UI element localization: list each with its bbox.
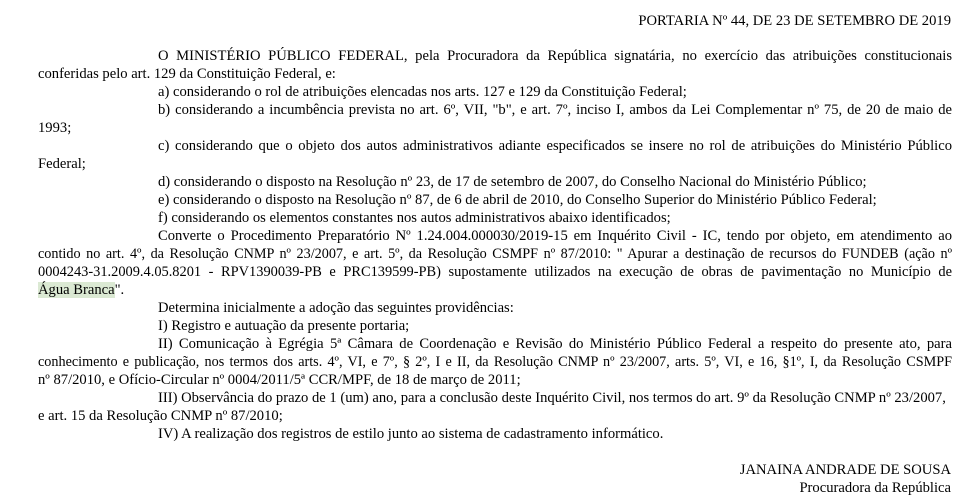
item-iv: IV) A realização dos registros de estilo junto ao sistema de cadastramento informático.: [158, 426, 664, 442]
ordinance-title: PORTARIA Nº 44, DE 23 DE SETEMBRO DE 2019: [638, 13, 951, 29]
item-iii-line-1: III) Observância do prazo de 1 (um) ano, para a conclusão deste Inquérito Civil, nos termos do art. 9º da Resolução CNMP nº 23/2007,: [158, 390, 946, 406]
conversion-line-2: contido no art. 4º, da Resolução CNMP nº 23/2007, e art. 5º, da Resolução CSMPF nº 87/2010: " Apurar a destinação de recursos do FUNDEB (ação nº: [38, 246, 952, 262]
conversion-line-4: [38, 281, 124, 299]
consideration-c-line-2: Federal;: [38, 156, 86, 172]
item-ii-line-1: II) Comunicação à Egrégia 5ª Câmara de Coordenação e Revisão do Ministério Público Federal a respeito do presente ato, para: [158, 336, 952, 352]
preamble-line-2: conferidas pelo art. 129 da Constituição Federal, e:: [38, 66, 336, 82]
consideration-a: a) considerando o rol de atribuições elencadas nos arts. 127 e 129 da Constituição Federal;: [158, 84, 687, 100]
signatory-role: Procuradora da República: [799, 480, 951, 496]
signatory-name: JANAINA ANDRADE DE SOUSA: [739, 462, 951, 478]
conversion-line-1: Converte o Procedimento Preparatório Nº 1.24.004.000030/2019-15 em Inquérito Civil - IC, tendo por objeto, em atendimento ao: [158, 228, 952, 244]
highlighted-municipality: Água Branca: [38, 282, 115, 298]
item-ii-line-3: nº 87/2010, e Ofício-Circular nº 0004/2011/5ª CCR/MPF, de 18 de março de 2011;: [38, 372, 521, 388]
preamble-line-1: O MINISTÉRIO PÚBLICO FEDERAL, pela Procuradora da República signatária, no exercício das atribuições constitucionais: [158, 48, 952, 64]
determination-intro: Determina inicialmente a adoção das seguintes providências:: [158, 300, 514, 316]
consideration-b-line-2: 1993;: [38, 120, 72, 136]
item-ii-line-2: conhecimento e publicação, nos termos dos arts. 4º, VI, e 7º, § 2º, I e II, da Resolução CNMP nº 23/2007, arts. 5º, VI, e 16, §1º, I, da Resolução CSMPF: [38, 354, 952, 370]
consideration-f: f) considerando os elementos constantes nos autos administrativos abaixo identificados;: [158, 210, 671, 226]
consideration-c-line-1: c) considerando que o objeto dos autos administrativos adiante especificados se insere no rol de atribuições do Ministério Público: [158, 138, 952, 154]
consideration-d: d) considerando o disposto na Resolução nº 23, de 17 de setembro de 2007, do Conselho Nacional do Ministério Público;: [158, 174, 867, 190]
item-i: I) Registro e autuação da presente portaria;: [158, 318, 410, 334]
conversion-line-4-end: ".: [114, 282, 125, 298]
conversion-line-3: 0004243-31.2009.4.05.8201 - RPV1390039-PB e PRC139599-PB) supostamente utilizados na execução de obras de pavimentação no Município de: [38, 264, 952, 280]
item-iii-line-2: e art. 15 da Resolução CNMP nº 87/2010;: [38, 408, 283, 424]
consideration-e: e) considerando o disposto na Resolução nº 87, de 6 de abril de 2010, do Conselho Superior do Ministério Público Federal;: [158, 192, 877, 208]
consideration-b-line-1: b) considerando a incumbência prevista no art. 6º, VII, "b", e art. 7º, inciso I, ambos da Lei Complementar nº 75, de 20 de maio de: [158, 102, 952, 118]
